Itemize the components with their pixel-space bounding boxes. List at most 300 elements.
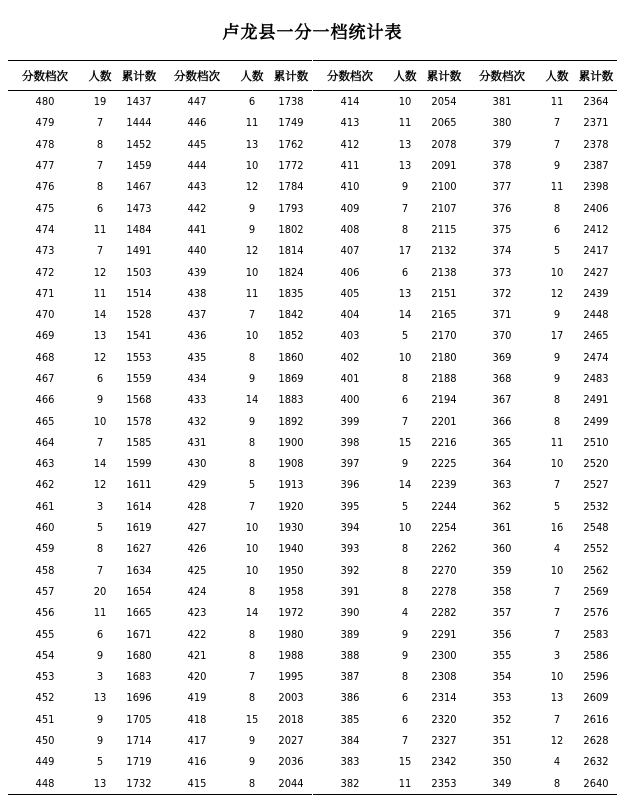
cumulative-cell: 1824 xyxy=(278,265,304,279)
table-row xyxy=(313,91,465,113)
table-row xyxy=(160,134,312,155)
count-cell: 7 xyxy=(553,712,561,726)
table-row xyxy=(465,538,617,559)
score-cell: 392 xyxy=(340,563,360,577)
score-cell: 418 xyxy=(187,712,207,726)
table-row xyxy=(465,474,617,495)
score-cell: 350 xyxy=(492,755,512,769)
cumulative-cell: 2632 xyxy=(583,755,609,769)
score-cell: 378 xyxy=(492,159,512,173)
count-cell: 6 xyxy=(96,372,104,385)
score-cell: 393 xyxy=(340,542,360,556)
count-cell: 9 xyxy=(248,372,256,385)
score-cell: 424 xyxy=(187,584,207,598)
count-cell: 8 xyxy=(248,435,256,449)
score-cell: 403 xyxy=(340,329,360,343)
count-cell: 4 xyxy=(401,606,409,620)
count-cell: 3 xyxy=(96,499,104,513)
score-cell: 390 xyxy=(340,606,360,620)
score-cell: 383 xyxy=(340,755,360,769)
score-cell: 395 xyxy=(340,499,360,513)
count-cell: 15 xyxy=(398,435,412,449)
table-row xyxy=(465,453,617,474)
table-row xyxy=(465,240,617,261)
count-cell: 9 xyxy=(96,712,104,726)
count-cell: 9 xyxy=(553,159,561,173)
score-cell: 449 xyxy=(35,755,55,769)
count-cell: 13 xyxy=(398,137,412,151)
cumulative-cell: 1437 xyxy=(126,95,152,109)
table-row xyxy=(160,474,312,495)
count-cell: 11 xyxy=(93,222,107,236)
count-cell: 11 xyxy=(550,435,564,449)
score-cell: 435 xyxy=(187,350,207,364)
table-row xyxy=(8,176,160,197)
cumulative-cell: 2562 xyxy=(583,563,609,577)
count-cell: 5 xyxy=(96,521,104,535)
count-cell: 9 xyxy=(401,457,409,471)
cumulative-cell: 2291 xyxy=(431,627,457,641)
count-cell: 10 xyxy=(550,670,564,684)
cumulative-cell: 1784 xyxy=(278,180,304,194)
table-row xyxy=(8,645,160,666)
table-row xyxy=(313,709,465,730)
score-cell: 360 xyxy=(492,542,512,556)
score-cell: 458 xyxy=(35,563,55,577)
score-cell: 427 xyxy=(187,521,207,535)
table-row xyxy=(313,261,465,282)
score-cell: 438 xyxy=(187,286,207,300)
table-row xyxy=(313,666,465,687)
cumulative-cell: 1732 xyxy=(118,773,160,795)
table-row xyxy=(8,623,160,644)
table-row xyxy=(160,261,312,282)
count-cell: 14 xyxy=(93,457,107,471)
table-row xyxy=(160,538,312,559)
count-cell: 8 xyxy=(96,180,104,194)
score-cell: 433 xyxy=(187,393,207,407)
count-cell: 13 xyxy=(93,691,107,705)
table-row xyxy=(313,432,465,453)
cumulative-cell: 1920 xyxy=(278,499,304,513)
cumulative-cell: 2078 xyxy=(431,137,457,151)
table-row xyxy=(8,304,160,325)
count-cell: 19 xyxy=(93,95,107,109)
table-row xyxy=(8,666,160,687)
score-table-4 xyxy=(465,60,617,795)
cumulative-cell: 2371 xyxy=(583,116,609,130)
table-row xyxy=(8,602,160,623)
table-row xyxy=(465,389,617,410)
count-cell: 9 xyxy=(248,201,256,215)
cumulative-cell: 1995 xyxy=(278,670,304,684)
score-cell: 457 xyxy=(35,584,55,598)
score-cell: 379 xyxy=(492,137,512,151)
table-row xyxy=(465,368,617,389)
score-cell: 467 xyxy=(35,372,55,385)
score-cell: 405 xyxy=(340,286,360,300)
cumulative-cell: 1665 xyxy=(126,606,152,620)
score-cell: 447 xyxy=(187,95,207,109)
count-cell: 4 xyxy=(553,755,561,769)
cumulative-cell: 1671 xyxy=(126,627,152,641)
table-row xyxy=(313,240,465,261)
score-cell: 402 xyxy=(340,350,360,364)
score-cell: 472 xyxy=(35,265,55,279)
score-cell: 436 xyxy=(187,329,207,343)
score-cell: 431 xyxy=(187,435,207,449)
cumulative-cell: 2520 xyxy=(583,457,609,471)
cumulative-cell: 2262 xyxy=(431,542,457,556)
cumulative-cell: 2254 xyxy=(431,521,457,535)
table-row xyxy=(160,432,312,453)
count-cell: 14 xyxy=(93,308,107,322)
table-row xyxy=(313,517,465,538)
table-row xyxy=(313,474,465,495)
score-cell: 448 xyxy=(8,773,82,795)
table-row xyxy=(313,581,465,602)
table-row xyxy=(160,645,312,666)
score-cell: 425 xyxy=(187,563,207,577)
score-cell: 351 xyxy=(492,734,512,748)
score-cell: 445 xyxy=(187,137,207,151)
cumulative-cell: 1696 xyxy=(126,691,152,705)
count-cell: 5 xyxy=(401,329,409,343)
count-cell: 10 xyxy=(245,563,259,577)
table-row xyxy=(8,134,160,155)
cumulative-cell: 1980 xyxy=(278,627,304,641)
score-cell: 373 xyxy=(492,265,512,279)
cumulative-cell: 2583 xyxy=(583,627,609,641)
table-row xyxy=(465,432,617,453)
count-cell: 16 xyxy=(550,521,564,535)
table-row xyxy=(465,581,617,602)
cumulative-cell: 2044 xyxy=(270,773,312,795)
table-row xyxy=(465,687,617,708)
table-row xyxy=(8,155,160,176)
cumulative-cell: 2194 xyxy=(431,393,457,407)
cumulative-cell: 2412 xyxy=(583,222,609,236)
count-cell: 10 xyxy=(245,159,259,173)
count-cell: 12 xyxy=(550,286,564,300)
table-row xyxy=(160,410,312,431)
count-cell: 4 xyxy=(553,542,561,556)
cumulative-cell: 1705 xyxy=(126,712,152,726)
table-row xyxy=(313,134,465,155)
cumulative-cell: 1908 xyxy=(278,457,304,471)
cumulative-cell: 2138 xyxy=(431,265,457,279)
score-cell: 355 xyxy=(492,648,512,662)
table-row xyxy=(160,304,312,325)
count-cell: 13 xyxy=(82,773,118,795)
count-cell: 12 xyxy=(245,180,259,194)
count-cell: 7 xyxy=(96,244,104,258)
cumulative-cell: 1738 xyxy=(278,95,304,109)
score-cell: 363 xyxy=(492,478,512,492)
cumulative-cell: 2628 xyxy=(583,734,609,748)
count-cell: 8 xyxy=(553,201,561,215)
cumulative-header: 累计数 xyxy=(423,61,465,91)
table-row xyxy=(160,176,312,197)
count-cell: 11 xyxy=(245,116,259,130)
cumulative-cell: 2439 xyxy=(583,286,609,300)
count-cell: 10 xyxy=(93,414,107,428)
cumulative-cell: 1599 xyxy=(126,457,152,471)
score-cell: 446 xyxy=(187,116,207,130)
count-cell: 8 xyxy=(401,670,409,684)
cumulative-cell: 2300 xyxy=(431,648,457,662)
score-cell: 352 xyxy=(492,712,512,726)
score-cell: 400 xyxy=(340,393,360,407)
score-table-2 xyxy=(160,60,312,795)
score-cell: 428 xyxy=(187,499,207,513)
table-row xyxy=(465,666,617,687)
count-cell: 6 xyxy=(248,95,256,109)
cumulative-cell: 1719 xyxy=(126,755,152,769)
table-row xyxy=(465,134,617,155)
count-cell: 10 xyxy=(550,457,564,471)
cumulative-cell: 1553 xyxy=(126,350,152,364)
score-cell: 437 xyxy=(187,308,207,322)
table-row xyxy=(313,496,465,517)
score-cell: 462 xyxy=(35,478,55,492)
score-cell: 466 xyxy=(35,393,55,407)
score-cell: 412 xyxy=(340,137,360,151)
table-row xyxy=(465,112,617,133)
count-cell: 9 xyxy=(96,648,104,662)
score-cell: 451 xyxy=(35,712,55,726)
score-cell: 454 xyxy=(35,648,55,662)
table-row xyxy=(8,517,160,538)
cumulative-header: 累计数 xyxy=(270,61,312,91)
cumulative-cell: 2510 xyxy=(583,435,609,449)
count-cell: 7 xyxy=(248,670,256,684)
table-row xyxy=(160,623,312,644)
count-cell: 6 xyxy=(401,712,409,726)
count-cell: 8 xyxy=(401,563,409,577)
cumulative-cell: 2132 xyxy=(431,244,457,258)
cumulative-cell: 1835 xyxy=(278,286,304,300)
page-title: 卢龙县一分一档统计表 xyxy=(222,23,403,43)
table-row xyxy=(8,773,160,795)
cumulative-cell: 1514 xyxy=(126,286,152,300)
cumulative-cell: 2201 xyxy=(431,414,457,428)
count-cell: 12 xyxy=(93,350,107,364)
cumulative-cell: 2387 xyxy=(583,159,609,173)
score-header: 分数档次 xyxy=(465,61,539,91)
count-cell: 8 xyxy=(248,584,256,598)
table-row xyxy=(160,155,312,176)
count-cell: 7 xyxy=(96,116,104,130)
cumulative-cell: 2314 xyxy=(431,691,457,705)
score-cell: 401 xyxy=(340,372,360,385)
count-cell: 8 xyxy=(401,584,409,598)
table-row xyxy=(8,410,160,431)
score-cell: 361 xyxy=(492,521,512,535)
score-cell: 475 xyxy=(35,201,55,215)
table-row xyxy=(313,325,465,346)
table-row xyxy=(465,197,617,218)
score-cell: 354 xyxy=(492,670,512,684)
cumulative-cell: 2107 xyxy=(431,201,457,215)
score-cell: 473 xyxy=(35,244,55,258)
cumulative-cell: 2320 xyxy=(431,712,457,726)
table-row xyxy=(8,751,160,772)
cumulative-cell: 2474 xyxy=(583,350,609,364)
cumulative-cell: 2491 xyxy=(583,393,609,407)
score-cell: 416 xyxy=(187,755,207,769)
table-row xyxy=(160,283,312,304)
count-cell: 10 xyxy=(245,329,259,343)
cumulative-cell: 2448 xyxy=(583,308,609,322)
score-cell: 358 xyxy=(492,584,512,598)
table-row xyxy=(160,91,312,113)
table-row xyxy=(313,304,465,325)
table-row xyxy=(465,325,617,346)
count-header: 人数 xyxy=(387,61,423,91)
cumulative-cell: 1883 xyxy=(278,393,304,407)
count-cell: 10 xyxy=(398,521,412,535)
count-cell: 7 xyxy=(96,435,104,449)
count-cell: 15 xyxy=(245,712,259,726)
cumulative-cell: 2278 xyxy=(431,584,457,598)
count-cell: 13 xyxy=(550,691,564,705)
table-row xyxy=(465,560,617,581)
count-cell: 14 xyxy=(398,308,412,322)
count-cell: 10 xyxy=(245,521,259,535)
table-row xyxy=(160,240,312,261)
cumulative-cell: 2364 xyxy=(583,95,609,109)
score-cell: 357 xyxy=(492,606,512,620)
table-row xyxy=(8,112,160,133)
table-row xyxy=(313,623,465,644)
score-cell: 480 xyxy=(35,95,55,109)
cumulative-cell: 2548 xyxy=(583,521,609,535)
count-cell: 7 xyxy=(248,499,256,513)
score-cell: 429 xyxy=(187,478,207,492)
score-cell: 413 xyxy=(340,116,360,130)
cumulative-cell: 1541 xyxy=(126,329,152,343)
table-row xyxy=(465,283,617,304)
count-cell: 11 xyxy=(93,606,107,620)
cumulative-cell: 2239 xyxy=(431,478,457,492)
table-row xyxy=(160,709,312,730)
count-cell: 10 xyxy=(245,542,259,556)
count-cell: 11 xyxy=(398,116,412,130)
table-row xyxy=(313,410,465,431)
cumulative-cell: 2406 xyxy=(583,201,609,215)
table-row xyxy=(8,368,160,389)
count-cell: 9 xyxy=(401,627,409,641)
table-row xyxy=(313,347,465,368)
cumulative-cell: 1958 xyxy=(278,584,304,598)
table-row xyxy=(8,219,160,240)
cumulative-cell: 1683 xyxy=(126,670,152,684)
count-cell: 13 xyxy=(398,159,412,173)
count-cell: 9 xyxy=(401,180,409,194)
table-row xyxy=(465,261,617,282)
cumulative-cell: 2065 xyxy=(431,116,457,130)
cumulative-cell: 1559 xyxy=(126,372,152,385)
cumulative-cell: 2003 xyxy=(278,691,304,705)
table-row xyxy=(465,496,617,517)
cumulative-cell: 1467 xyxy=(126,180,152,194)
score-cell: 381 xyxy=(492,95,512,109)
cumulative-cell: 1900 xyxy=(278,435,304,449)
cumulative-cell: 2270 xyxy=(431,563,457,577)
cumulative-cell: 2282 xyxy=(431,606,457,620)
score-cell: 387 xyxy=(340,670,360,684)
count-cell: 9 xyxy=(248,755,256,769)
table-row xyxy=(160,496,312,517)
count-cell: 5 xyxy=(248,478,256,492)
count-cell: 12 xyxy=(93,478,107,492)
score-cell: 368 xyxy=(492,372,512,385)
cumulative-cell: 2640 xyxy=(575,773,617,795)
cumulative-cell: 2216 xyxy=(431,435,457,449)
table-row xyxy=(8,709,160,730)
score-cell: 386 xyxy=(340,691,360,705)
cumulative-cell: 2378 xyxy=(583,137,609,151)
count-cell: 11 xyxy=(387,773,423,795)
table-row xyxy=(313,112,465,133)
count-cell: 8 xyxy=(248,627,256,641)
table-row xyxy=(8,91,160,113)
cumulative-cell: 2499 xyxy=(583,414,609,428)
table-row xyxy=(160,730,312,751)
score-cell: 369 xyxy=(492,350,512,364)
count-cell: 5 xyxy=(401,499,409,513)
cumulative-cell: 2465 xyxy=(583,329,609,343)
cumulative-cell: 2036 xyxy=(278,755,304,769)
score-cell: 464 xyxy=(35,435,55,449)
table-row xyxy=(8,283,160,304)
count-cell: 7 xyxy=(553,137,561,151)
cumulative-cell: 2532 xyxy=(583,499,609,513)
count-cell: 14 xyxy=(245,393,259,407)
table-row xyxy=(313,560,465,581)
table-row xyxy=(465,91,617,113)
count-cell: 9 xyxy=(248,734,256,748)
count-cell: 15 xyxy=(398,755,412,769)
count-cell: 10 xyxy=(245,265,259,279)
cumulative-cell: 2115 xyxy=(431,222,457,236)
count-cell: 6 xyxy=(553,222,561,236)
count-cell: 13 xyxy=(398,286,412,300)
table-row xyxy=(160,325,312,346)
score-cell: 377 xyxy=(492,180,512,194)
cumulative-cell: 2244 xyxy=(431,499,457,513)
cumulative-cell: 2552 xyxy=(583,542,609,556)
score-cell: 371 xyxy=(492,308,512,322)
score-cell: 394 xyxy=(340,521,360,535)
table-row xyxy=(8,432,160,453)
score-cell: 471 xyxy=(35,286,55,300)
table-row xyxy=(465,219,617,240)
cumulative-cell: 1802 xyxy=(278,222,304,236)
cumulative-cell: 2054 xyxy=(431,95,457,109)
count-cell: 11 xyxy=(550,95,564,109)
table-row xyxy=(160,581,312,602)
score-cell: 421 xyxy=(187,648,207,662)
score-cell: 399 xyxy=(340,414,360,428)
cumulative-cell: 1930 xyxy=(278,521,304,535)
score-cell: 443 xyxy=(187,180,207,194)
score-header: 分数档次 xyxy=(313,61,387,91)
cumulative-cell: 1585 xyxy=(126,435,152,449)
score-cell: 465 xyxy=(35,414,55,428)
cumulative-cell: 2609 xyxy=(583,691,609,705)
